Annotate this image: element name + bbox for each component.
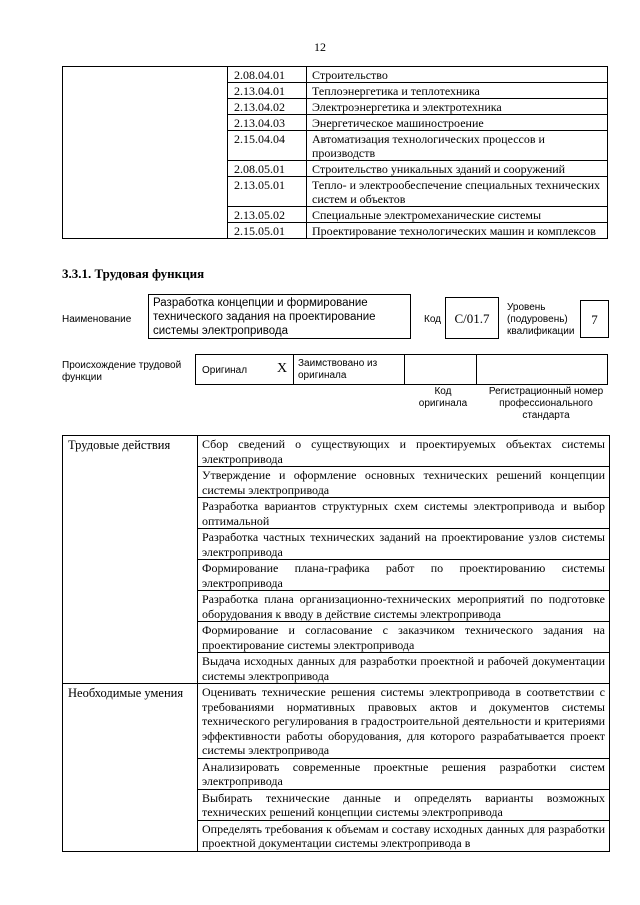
origin-label: Происхождение трудовой функции [62,360,182,383]
specialty-row [63,67,608,83]
group-item: Разработка плана организационно-технических мероприятий по подготовке оборудования к вводу в действие системы электропривода [198,591,610,622]
group-title: Трудовые действия [63,436,198,684]
specialty-code: 2.15.04.04 [228,131,307,161]
specialty-name: Электроэнергетика и электротехника [307,99,608,115]
group-item: Формирование и согласование с заказчиком технического задания на проектирование системы электропривода [198,622,610,653]
code-label: Код [424,314,442,325]
group-item: Оценивать технические решения системы электропривода в соответствии с требованиями нормативных правовых актов и документов системы технического регулирования в градостроительной деятельности и критериями эффективности работы оборудования, для которого разрабатывается проект системы электропривода [198,684,610,759]
function-name: Разработка концепции и формирование технического задания на проектирование системы электропривода [153,297,376,337]
group-item: Формирование плана-графика работ по проектированию системы электропривода [198,560,610,591]
code-original-caption: Код оригинала [418,386,468,409]
specialty-name: Проектирование технологических машин и комплексов [307,223,608,239]
specialty-name: Тепло- и электрообеспечение специальных технических систем и объектов [307,177,608,207]
specialty-code: 2.13.04.02 [228,99,307,115]
name-label: Наименование [62,314,132,325]
specialty-code: 2.08.04.01 [228,67,307,83]
specialty-name: Автоматизация технологических процессов и производств [307,131,608,161]
function-code: C/01.7 [454,311,490,326]
specialties-table [62,66,608,239]
specialty-name: Строительство уникальных зданий и сооружений [307,161,608,177]
group-item: Разработка частных технических заданий на проектирование узлов системы электропривода [198,529,610,560]
specialty-name: Специальные электромеханические системы [307,207,608,223]
group-item: Утверждение и оформление основных технических решений концепции системы электропривода [198,467,610,498]
specialty-name: Строительство [307,67,608,83]
specialty-code: 2.13.04.03 [228,115,307,131]
level-box [580,300,609,338]
origin-box [195,354,608,385]
group-item: Сбор сведений о существующих и проектируемых объектах системы электропривода [198,436,610,467]
reg-number-caption: Регистрационный номер профессионального стандарта [488,386,604,421]
specialty-code: 2.13.05.01 [228,177,307,207]
labor-function-table [62,435,610,852]
origin-divider-3 [476,354,477,385]
borrowed-label: Заимствовано из оригинала [298,358,378,381]
group-item: Выдача исходных данных для разработки проектной и рабочей документации системы электропривода [198,653,610,684]
origin-divider-1 [293,354,294,385]
specialty-blank-cell [63,67,228,239]
specialty-code: 2.13.04.01 [228,83,307,99]
specialty-code: 2.15.05.01 [228,223,307,239]
table-row [63,684,610,759]
page-number: 12 [314,40,326,54]
group-item: Анализировать современные проектные решения разработки систем электропривода [198,758,610,789]
group-item: Определять требования к объемам и составу исходных данных для разработки проектной документации системы электропривода в [198,820,610,851]
specialty-name: Теплоэнергетика и теплотехника [307,83,608,99]
group-item: Разработка вариантов структурных схем системы электропривода и выбор оптимальной [198,498,610,529]
function-code-box [445,297,499,339]
group-item: Выбирать технические данные и определять варианты возможных технических решений концепции системы электропривода [198,789,610,820]
original-label: Оригинал [202,365,248,376]
specialty-name: Энергетическое машиностроение [307,115,608,131]
original-mark: X [277,361,288,376]
specialty-code: 2.08.05.01 [228,161,307,177]
function-name-box [148,294,411,339]
specialty-code: 2.13.05.02 [228,207,307,223]
table-row [63,436,610,467]
origin-divider-2 [404,354,405,385]
group-title: Необходимые умения [63,684,198,852]
level-value: 7 [591,312,598,327]
level-label: Уровень (подуровень) квалификации [507,302,575,337]
section-heading: 3.3.1. Трудовая функция [62,266,205,281]
